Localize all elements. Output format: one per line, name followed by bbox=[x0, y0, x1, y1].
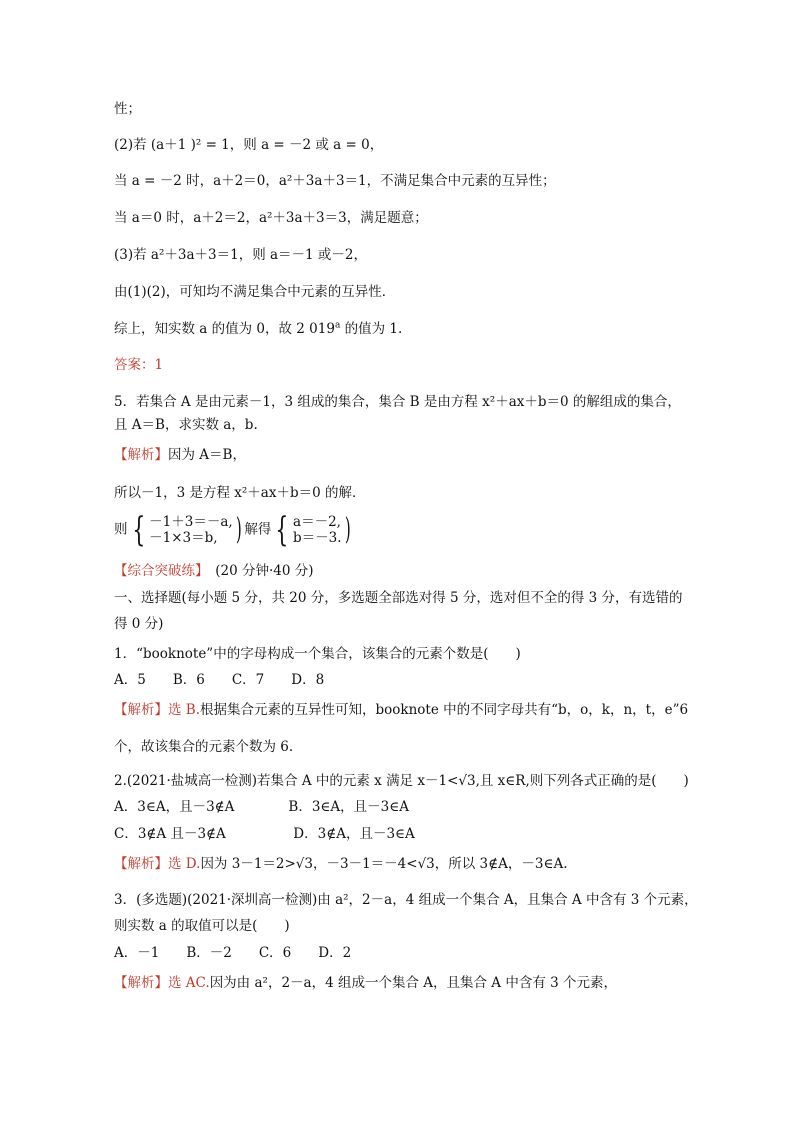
text-line: 当 a = －2 时，a＋2＝0，a²＋3a＋3＝1，不满足集合中元素的互异性； bbox=[114, 173, 556, 189]
equation-row: －1＋3＝－a, bbox=[149, 514, 233, 530]
system-prefix: 则 bbox=[114, 521, 128, 538]
text-line: 性； bbox=[114, 101, 141, 117]
solution-line: 个，故该集合的元素个数为 6. bbox=[114, 739, 294, 755]
text-line bbox=[114, 320, 402, 338]
equation-system bbox=[114, 510, 353, 550]
solution-choice: 选 D. bbox=[168, 856, 201, 872]
solution-tag: 【解析】 bbox=[114, 975, 168, 991]
section-heading bbox=[114, 562, 314, 580]
text-segment: 的值为 1. bbox=[340, 321, 403, 337]
question-2: 2.(2021·盐城高一检测)若集合 A 中的元素 x 满足 x－1<√3,且 x∈R,则下列各式正确的是( ) bbox=[114, 773, 689, 789]
question-3-options: A．－1 B．－2 C．6 D．2 bbox=[114, 945, 352, 961]
solution-line bbox=[114, 446, 246, 464]
solution-line bbox=[114, 701, 688, 719]
question-5: 5．若集合 A 是由元素－1，3 组成的集合，集合 B 是由方程 x²＋ax＋b＝0 的解组成的集合， bbox=[114, 394, 681, 410]
part-heading: 一、选择题(每小题 5 分，共 20 分，多选题全部选对得 5 分，选对但不全的得 3 分，有选错的 bbox=[114, 590, 683, 606]
text-line: 当 a＝0 时，a＋2＝2，a²＋3a＋3＝3，满足题意； bbox=[114, 210, 428, 226]
question-2-options: A．3∈A，且－3∉A B．3∈A，且－3∈A bbox=[114, 799, 409, 815]
equation-row: －1×3＝b, bbox=[149, 530, 218, 546]
solution-choice: 选 B. bbox=[168, 702, 201, 718]
text-line: (3)若 a²＋3a＋3＝1，则 a＝－1 或－2， bbox=[114, 247, 367, 263]
superscript: a bbox=[334, 320, 341, 331]
question-2-options: C．3∉A 且－3∉A D．3∉A，且－3∈A bbox=[114, 826, 415, 842]
left-brace: { bbox=[275, 510, 289, 550]
text-segment: 综上，知实数 a 的值为 0，故 2 019 bbox=[114, 321, 335, 337]
section-time: (20 分钟·40 分) bbox=[201, 563, 314, 579]
right-paren: ) bbox=[235, 512, 242, 547]
solution-tag: 【解析】 bbox=[114, 702, 168, 718]
solution-line: 所以－1，3 是方程 x²＋ax＋b＝0 的解． bbox=[114, 485, 366, 501]
right-paren: ) bbox=[344, 512, 351, 547]
solution-line bbox=[114, 974, 617, 992]
solution-choice: 选 AC. bbox=[168, 975, 210, 991]
solution-text: 因为由 a²，2－a，4 组成一个集合 A，且集合 A 中含有 3 个元素， bbox=[209, 975, 618, 991]
solution-text: 因为 A＝B， bbox=[168, 447, 246, 463]
solution-text: 因为 3－1＝2>√3，－3－1＝－4<√3，所以 3∉A，－3∈A. bbox=[200, 856, 568, 872]
question-3: 3．(多选题)(2021·深圳高一检测)由 a²，2－a，4 组成一个集合 A，且集合 A 中含有 3 个元素， bbox=[114, 892, 698, 908]
system-middle: 解得 bbox=[244, 521, 272, 538]
question-5-cont: 且 A＝B，求实数 a，b. bbox=[114, 417, 258, 433]
system-equations bbox=[149, 514, 233, 546]
section-tag: 【综合突破练】 bbox=[114, 563, 202, 579]
answer-label: 答案：1 bbox=[114, 357, 164, 373]
text-line: 由(1)(2)，可知均不满足集合中元素的互异性． bbox=[114, 284, 396, 300]
question-1-options: A．5 B．6 C．7 D．8 bbox=[114, 672, 325, 688]
solution-row: a＝－2, bbox=[293, 514, 341, 530]
text-line: (2)若 (a＋1 )² = 1，则 a = －2 或 a = 0， bbox=[114, 137, 384, 153]
solution-text: 根据集合元素的互异性可知，booknote 中的不同字母共有“b，o，k，n，t，e”6 bbox=[200, 702, 689, 718]
question-3-cont: 则实数 a 的取值可以是( ) bbox=[114, 918, 290, 934]
system-solutions bbox=[293, 514, 342, 546]
part-heading-cont: 得 0 分) bbox=[114, 616, 164, 632]
solution-line bbox=[114, 855, 568, 873]
question-1: 1．“booknote”中的字母构成一个集合，该集合的元素个数是( ) bbox=[114, 646, 521, 662]
solution-tag: 【解析】 bbox=[114, 856, 168, 872]
solution-row: b＝－3. bbox=[293, 530, 342, 546]
left-brace: { bbox=[131, 510, 145, 550]
solution-tag: 【解析】 bbox=[114, 447, 168, 463]
